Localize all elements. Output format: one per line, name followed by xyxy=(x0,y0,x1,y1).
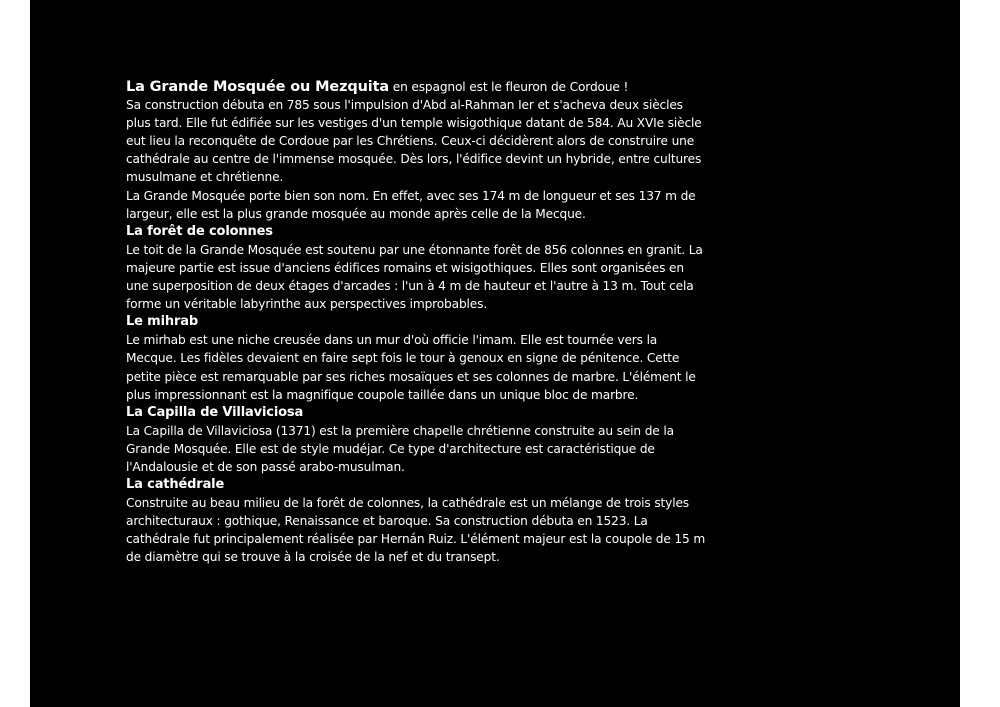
section-heading-mihrab: Le mihrab xyxy=(126,314,199,330)
document-body xyxy=(126,78,706,567)
intro-paragraph: Sa construction débuta en 785 sous l'impulsion d'Abd al-Rahman Ier et s'acheva deux siècles plus tard. Elle fut édifiée sur les vestiges d'un temple wisigothique datant de 584. Au XVIe siècle eut lieu la reconquête de Cordoue par les Chrétiens. Ceux-ci décidèrent alors de construire une cathédrale au centre de l'immense mosquée. Dès lors, l'édifice devint un hybride, entre cultures musulmane et chrétienne. xyxy=(126,98,702,185)
section-text-capilla: La Capilla de Villaviciosa (1371) est la première chapelle chrétienne construite au sein de la Grande Mosquée. Elle est de style mudéjar. Ce type d'architecture est caractéristique de l'Andalousie et de son passé arabo-musulman. xyxy=(126,423,674,474)
intro-title-suffix: en espagnol est le fleuron de Cordoue ! xyxy=(389,80,629,94)
section-text-cathedrale: Construite au beau milieu de la forêt de colonnes, la cathédrale est un mélange de trois styles architecturaux : gothique, Renaissance et baroque. Sa construction débuta en 1523. La cathédrale fut principalement réalisée par Hernán Ruiz. L'élément majeur est la coupole de 15 m de diamètre qui se trouve à la croisée de la nef et du transept. xyxy=(126,496,706,565)
intro-title: La Grande Mosquée ou Mezquita xyxy=(126,79,390,95)
section-heading-colonnes: La forêt de colonnes xyxy=(126,223,273,239)
section-heading-capilla: La Capilla de Villaviciosa xyxy=(126,404,304,420)
section-heading-cathedrale: La cathédrale xyxy=(126,477,225,493)
intro-paragraph: La Grande Mosquée porte bien son nom. En effet, avec ses 174 m de longueur et ses 137 m de largeur, elle est la plus grande mosquée au monde après celle de la Mecque. xyxy=(126,188,696,221)
section-text-mihrab: Le mirhab est une niche creusée dans un mur d'où officie l'imam. Elle est tournée vers la Mecque. Les fidèles devaient en faire sept fois le tour à genoux en signe de pénitence. Cette petite pièce est remarquable par ses riches mosaïques et ses colonnes de marbre. L'élément le plus impressionnant est la magnifique coupole taillée dans un unique bloc de marbre. xyxy=(126,333,696,402)
section-text-colonnes: Le toit de la Grande Mosquée est soutenu par une étonnante forêt de 856 colonnes en granit. La majeure partie est issue d'anciens édifices romains et wisigothiques. Elles sont organisées en une superposition de deux étages d'arcades : l'un à 4 m de hauteur et l'autre à 13 m. Tout cela forme un véritable labyrinthe aux perspectives improbables. xyxy=(126,242,703,312)
intro-heading-line xyxy=(126,78,706,96)
document-page xyxy=(30,0,960,707)
